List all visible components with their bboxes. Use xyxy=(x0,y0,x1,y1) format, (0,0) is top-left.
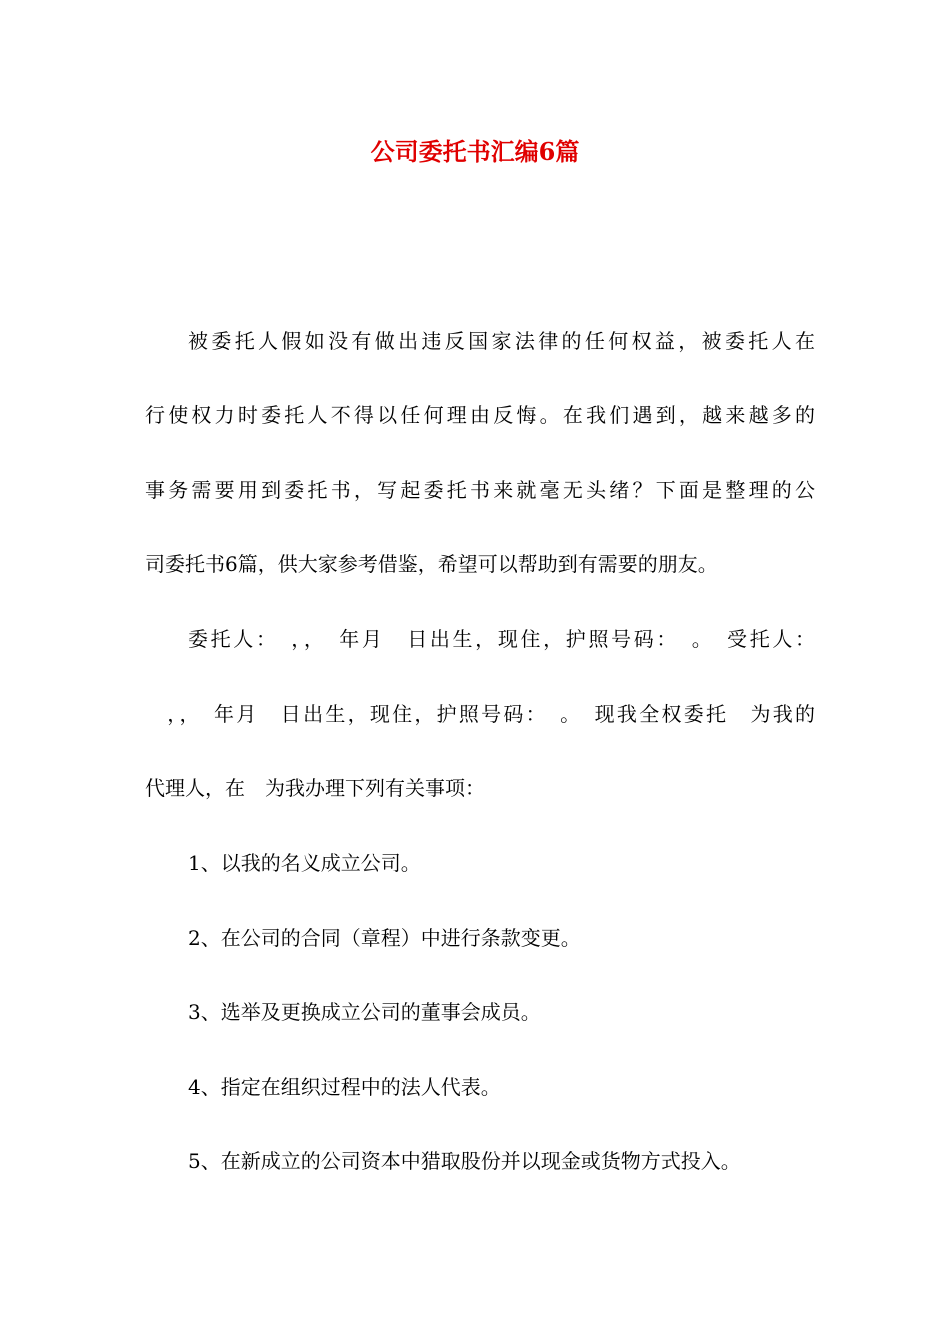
body-line-1: 被委托人假如没有做出违反国家法律的任何权益，被委托人在 xyxy=(188,329,815,353)
page-title: 公司委托书汇编6篇 xyxy=(370,137,580,166)
body-line-2: 行使权力时委托人不得以任何理由反悔。在我们遇到，越来越多的 xyxy=(145,403,815,427)
body-line-5: 委托人： ，， 年月 日出生，现住，护照号码： 。 受托人： xyxy=(188,627,815,651)
list-item: 3、选举及更换成立公司的董事会成员。 xyxy=(188,1000,541,1024)
body-line-7: 代理人，在 为我办理下列有关事项： xyxy=(145,776,485,800)
body-line-3: 事务需要用到委托书，写起委托书来就毫无头绪？下面是整理的公 xyxy=(145,478,815,502)
body-line-6: ，， 年月 日出生，现住，护照号码： 。 现我全权委托 为我的 xyxy=(145,702,815,726)
list-item: 1、以我的名义成立公司。 xyxy=(188,851,421,875)
body-line-4: 司委托书6篇，供大家参考借鉴，希望可以帮助到有需要的朋友。 xyxy=(145,552,718,576)
list-item: 2、在公司的合同（章程）中进行条款变更。 xyxy=(188,926,581,950)
list-item: 4、指定在组织过程中的法人代表。 xyxy=(188,1075,501,1099)
list-item: 5、在新成立的公司资本中猎取股份并以现金或货物方式投入。 xyxy=(188,1149,741,1173)
